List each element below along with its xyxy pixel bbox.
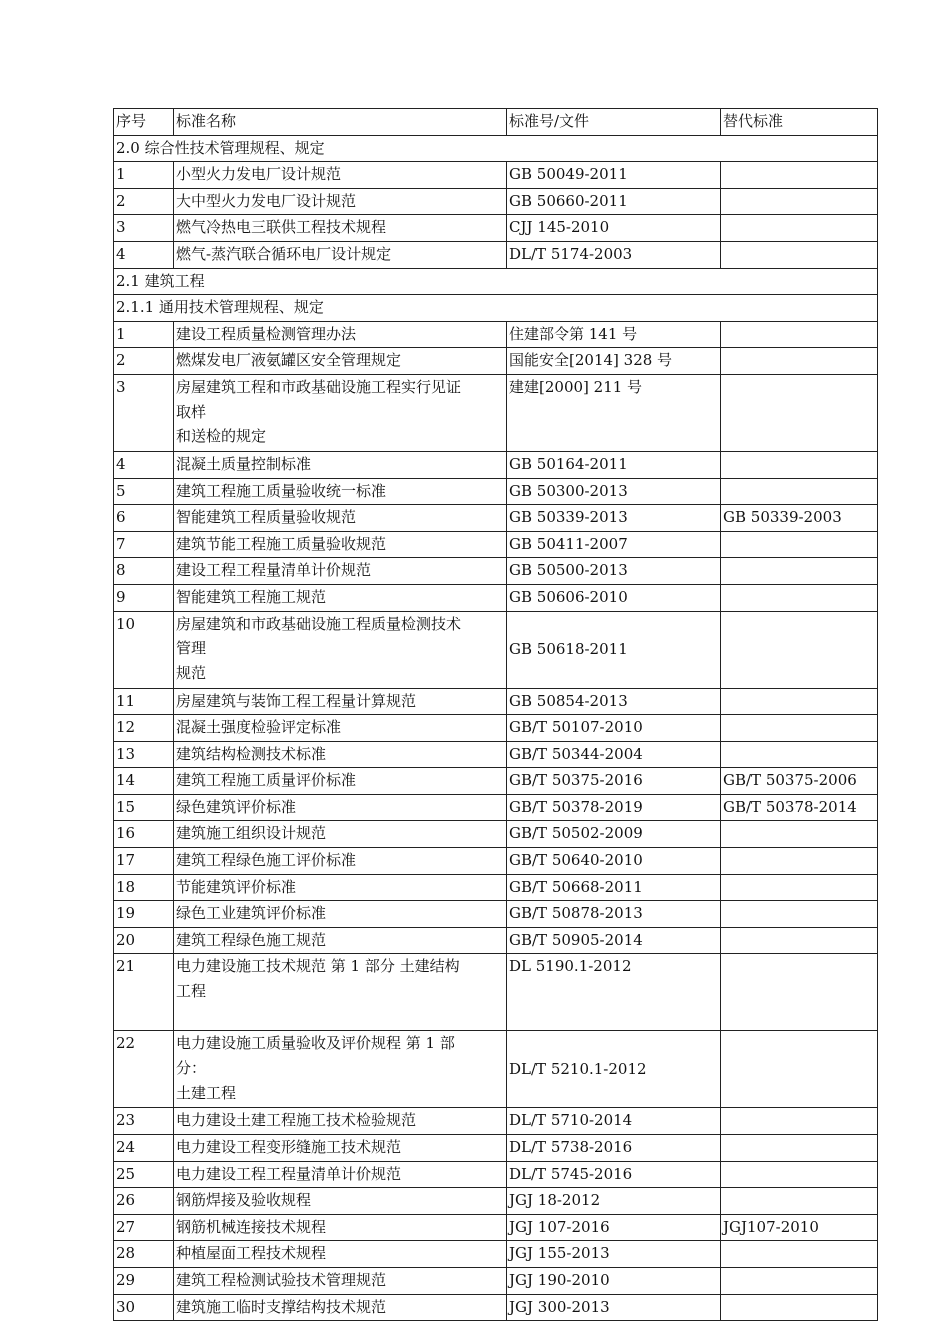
row-name: 智能建筑工程施工规范: [174, 584, 507, 611]
table-row: [114, 611, 878, 688]
row-replace: [721, 1268, 878, 1295]
row-replace: [721, 688, 878, 715]
row-code: GB 50049-2011: [507, 162, 721, 189]
row-replace: [721, 558, 878, 585]
table-row: [114, 348, 878, 375]
row-name-line: 电力建设施工技术规范 第 1 部分 土建结构: [176, 957, 460, 976]
table-row: [114, 558, 878, 585]
row-no: 11: [114, 688, 174, 715]
table-row: [114, 188, 878, 215]
row-no: 28: [114, 1241, 174, 1268]
row-name: 建筑工程检测试验技术管理规范: [174, 1268, 507, 1295]
row-replace: [721, 1031, 878, 1108]
row-code: GB/T 50107-2010: [507, 715, 721, 742]
row-name-line: 管理: [176, 639, 207, 658]
table-row: [114, 927, 878, 954]
table-row: [114, 241, 878, 268]
row-no: 9: [114, 584, 174, 611]
row-name: [174, 954, 507, 1031]
row-name: 建筑施工临时支撑结构技术规范: [174, 1294, 507, 1321]
row-code: DL/T 5174-2003: [507, 241, 721, 268]
row-name-line: 工程: [176, 982, 207, 1001]
row-replace: [721, 848, 878, 875]
row-name: 燃气-蒸汽联合循环电厂设计规定: [174, 241, 507, 268]
table-row: [114, 1294, 878, 1321]
table-row: [114, 768, 878, 795]
row-name: 钢筋焊接及验收规程: [174, 1188, 507, 1215]
row-name: [174, 1031, 507, 1108]
row-name: 燃气冷热电三联供工程技术规程: [174, 215, 507, 242]
row-no: 12: [114, 715, 174, 742]
section-row: [114, 135, 878, 162]
table-row: [114, 451, 878, 478]
row-replace: [721, 321, 878, 348]
table-row: [114, 478, 878, 505]
row-name: 建筑工程施工质量验收统一标准: [174, 478, 507, 505]
row-no: 23: [114, 1108, 174, 1135]
row-name: 混凝土强度检验评定标准: [174, 715, 507, 742]
row-name: 建筑结构检测技术标准: [174, 741, 507, 768]
row-no: 1: [114, 321, 174, 348]
row-no: 4: [114, 451, 174, 478]
table-body: [114, 109, 878, 1321]
row-code: DL/T 5745-2016: [507, 1161, 721, 1188]
section-title: 2.1 建筑工程: [114, 268, 878, 295]
table-row: [114, 162, 878, 189]
row-replace: [721, 1241, 878, 1268]
row-replace: [721, 954, 878, 1031]
row-no: 13: [114, 741, 174, 768]
row-name-line: 和送检的规定: [176, 427, 267, 446]
table-row: [114, 584, 878, 611]
table-row: [114, 215, 878, 242]
row-name: 小型火力发电厂设计规范: [174, 162, 507, 189]
table-row: [114, 741, 878, 768]
row-replace: [721, 741, 878, 768]
row-replace: [721, 374, 878, 451]
row-code: GB 50300-2013: [507, 478, 721, 505]
row-no: 3: [114, 374, 174, 451]
table-row: [114, 715, 878, 742]
header-no: 序号: [114, 109, 174, 136]
row-name-line: 房屋建筑工程和市政基础设施工程实行见证: [176, 377, 462, 396]
row-name: 建筑工程施工质量评价标准: [174, 768, 507, 795]
table-row: [114, 688, 878, 715]
row-replace: [721, 611, 878, 688]
row-code: CJJ 145-2010: [507, 215, 721, 242]
row-no: 2: [114, 348, 174, 375]
row-name: 房屋建筑与装饰工程工程量计算规范: [174, 688, 507, 715]
table-row: [114, 505, 878, 532]
table-row: [114, 531, 878, 558]
row-no: 24: [114, 1135, 174, 1162]
row-name: 钢筋机械连接技术规程: [174, 1214, 507, 1241]
section-title: 2.1.1 通用技术管理规程、规定: [114, 295, 878, 322]
row-code: GB/T 50905-2014: [507, 927, 721, 954]
row-name: 绿色建筑评价标准: [174, 794, 507, 821]
row-replace: [721, 1135, 878, 1162]
table-header-row: [114, 109, 878, 136]
row-name: 建设工程工程量清单计价规范: [174, 558, 507, 585]
row-code: GB 50606-2010: [507, 584, 721, 611]
row-replace: [721, 927, 878, 954]
row-no: 20: [114, 927, 174, 954]
row-no: 10: [114, 611, 174, 688]
section-title: 2.0 综合性技术管理规程、规定: [114, 135, 878, 162]
row-no: 4: [114, 241, 174, 268]
row-code: GB/T 50640-2010: [507, 848, 721, 875]
row-code: JGJ 107-2016: [507, 1214, 721, 1241]
row-name: 建筑施工组织设计规范: [174, 821, 507, 848]
row-no: 15: [114, 794, 174, 821]
row-replace: GB 50339-2003: [721, 505, 878, 532]
row-replace: GB/T 50375-2006: [721, 768, 878, 795]
row-name: 建筑工程绿色施工评价标准: [174, 848, 507, 875]
row-no: 21: [114, 954, 174, 1031]
header-replace: 替代标准: [721, 109, 878, 136]
table-row: [114, 1135, 878, 1162]
row-replace: [721, 188, 878, 215]
row-no: 29: [114, 1268, 174, 1295]
row-code: DL 5190.1-2012: [507, 954, 721, 1031]
row-replace: [721, 1161, 878, 1188]
row-no: 27: [114, 1214, 174, 1241]
table-row: [114, 848, 878, 875]
section-row: [114, 295, 878, 322]
row-code: JGJ 300-2013: [507, 1294, 721, 1321]
row-replace: GB/T 50378-2014: [721, 794, 878, 821]
row-no: 16: [114, 821, 174, 848]
row-name: 电力建设工程工程量清单计价规范: [174, 1161, 507, 1188]
row-code: GB 50339-2013: [507, 505, 721, 532]
row-replace: [721, 162, 878, 189]
row-replace: [721, 1108, 878, 1135]
row-no: 5: [114, 478, 174, 505]
row-replace: [721, 451, 878, 478]
row-name-line: 土建工程: [176, 1083, 237, 1102]
row-no: 3: [114, 215, 174, 242]
table-row: [114, 954, 878, 1031]
row-name: 建设工程质量检测管理办法: [174, 321, 507, 348]
table-row: [114, 821, 878, 848]
row-replace: JGJ107-2010: [721, 1214, 878, 1241]
row-name: 电力建设工程变形缝施工技术规范: [174, 1135, 507, 1162]
row-name-line: 规范: [176, 663, 207, 682]
header-code: 标准号/文件: [507, 109, 721, 136]
row-code: DL/T 5210.1-2012: [507, 1031, 721, 1108]
table-row: [114, 321, 878, 348]
row-no: 7: [114, 531, 174, 558]
row-name: 建筑工程绿色施工规范: [174, 927, 507, 954]
table-row: [114, 1268, 878, 1295]
row-replace: [721, 215, 878, 242]
table-row: [114, 1241, 878, 1268]
table-row: [114, 1161, 878, 1188]
row-code: 建建[2000] 211 号: [507, 374, 721, 451]
row-replace: [721, 241, 878, 268]
row-name: [174, 374, 507, 451]
row-code: 国能安全[2014] 328 号: [507, 348, 721, 375]
row-code: GB/T 50375-2016: [507, 768, 721, 795]
row-no: 1: [114, 162, 174, 189]
table-row: [114, 794, 878, 821]
row-code: GB 50854-2013: [507, 688, 721, 715]
row-replace: [721, 531, 878, 558]
row-name-line: 电力建设施工质量验收及评价规程 第 1 部: [176, 1034, 455, 1053]
row-name: [174, 611, 507, 688]
row-no: 26: [114, 1188, 174, 1215]
row-name-line: 房屋建筑和市政基础设施工程质量检测技术: [176, 614, 462, 633]
row-no: 2: [114, 188, 174, 215]
row-code: GB/T 50668-2011: [507, 874, 721, 901]
standards-table: [113, 108, 878, 1321]
row-name: 节能建筑评价标准: [174, 874, 507, 901]
table-row: [114, 901, 878, 928]
row-replace: [721, 584, 878, 611]
table-row: [114, 1188, 878, 1215]
row-no: 17: [114, 848, 174, 875]
row-no: 30: [114, 1294, 174, 1321]
row-replace: [721, 348, 878, 375]
row-no: 19: [114, 901, 174, 928]
row-no: 6: [114, 505, 174, 532]
row-code: GB 50164-2011: [507, 451, 721, 478]
row-replace: [721, 1188, 878, 1215]
header-name: 标准名称: [174, 109, 507, 136]
row-name: 智能建筑工程质量验收规范: [174, 505, 507, 532]
row-no: 14: [114, 768, 174, 795]
row-no: 22: [114, 1031, 174, 1108]
row-name: 建筑节能工程施工质量验收规范: [174, 531, 507, 558]
row-replace: [721, 1294, 878, 1321]
row-replace: [721, 478, 878, 505]
row-name-line: 分：: [176, 1059, 207, 1078]
row-code: 住建部令第 141 号: [507, 321, 721, 348]
row-code: GB 50500-2013: [507, 558, 721, 585]
row-name: 种植屋面工程技术规程: [174, 1241, 507, 1268]
row-code: GB 50660-2011: [507, 188, 721, 215]
row-no: 25: [114, 1161, 174, 1188]
table-row: [114, 374, 878, 451]
row-replace: [721, 821, 878, 848]
table-row: [114, 1108, 878, 1135]
row-code: GB/T 50378-2019: [507, 794, 721, 821]
section-row: [114, 268, 878, 295]
row-no: 8: [114, 558, 174, 585]
row-replace: [721, 715, 878, 742]
row-name: 电力建设土建工程施工技术检验规范: [174, 1108, 507, 1135]
row-code: GB 50411-2007: [507, 531, 721, 558]
row-code: JGJ 155-2013: [507, 1241, 721, 1268]
row-no: 18: [114, 874, 174, 901]
row-code: JGJ 18-2012: [507, 1188, 721, 1215]
table-row: [114, 1214, 878, 1241]
row-replace: [721, 901, 878, 928]
row-code: GB/T 50344-2004: [507, 741, 721, 768]
row-code: GB/T 50878-2013: [507, 901, 721, 928]
row-code: DL/T 5710-2014: [507, 1108, 721, 1135]
row-code: JGJ 190-2010: [507, 1268, 721, 1295]
row-name: 燃煤发电厂液氨罐区安全管理规定: [174, 348, 507, 375]
row-name: 绿色工业建筑评价标准: [174, 901, 507, 928]
table-row: [114, 874, 878, 901]
row-name-line: 取样: [176, 402, 207, 421]
row-code: GB 50618-2011: [507, 611, 721, 688]
row-name: 混凝土质量控制标准: [174, 451, 507, 478]
row-code: GB/T 50502-2009: [507, 821, 721, 848]
row-replace: [721, 874, 878, 901]
row-name: 大中型火力发电厂设计规范: [174, 188, 507, 215]
row-code: DL/T 5738-2016: [507, 1135, 721, 1162]
table-row: [114, 1031, 878, 1108]
